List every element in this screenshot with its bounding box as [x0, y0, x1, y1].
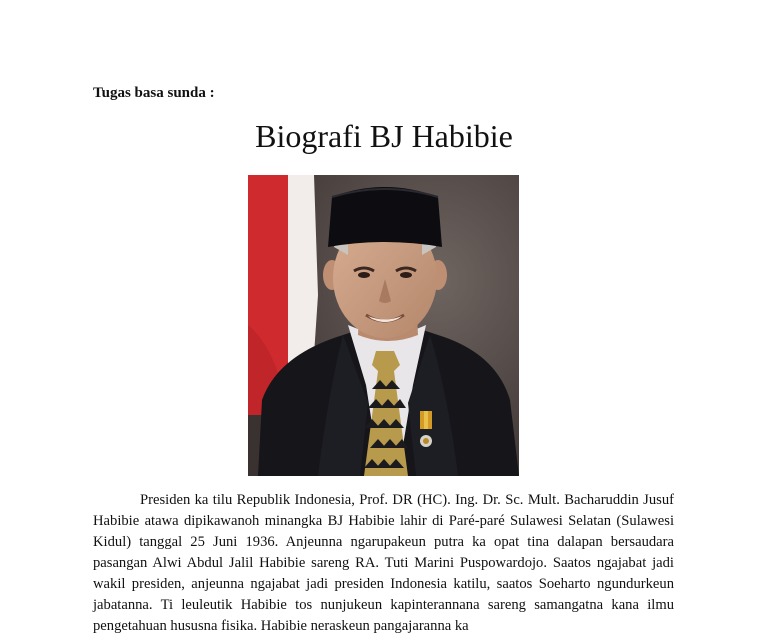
portrait-photo — [248, 175, 519, 476]
document-title: Biografi BJ Habibie — [255, 118, 513, 154]
biography-paragraph: Presiden ka tilu Republik Indonesia, Prof. DR (HC). Ing. Dr. Sc. Mult. Bacharuddin Jusuf Habibie atawa dipikawanoh minangka BJ Habibie lahir di Paré-paré Sulawesi Selatan (Sulawesi Kidul) tanggal 25 Juni 1936. Anjeunna ngarupakeun putra ka opat tina dalapan bersaudara pasangan Alwi Abdul Jalil Habibie sareng RA. Tuti Marini Puspowardojo. Saatos ngajabat jadi wakil presiden, anjeunna ngajabat jadi presiden Indonesia katilu, saatos Soeharto ngundurkeun jabatanna. Ti leuleutik Habibie tos nunjukeun kapinterannana sareng samangatna kana ilmu pengetahuan hususna fisika. Habibie neraskeun pangajaranna ka — [93, 492, 674, 634]
peci-cap — [328, 187, 442, 247]
assignment-label: Tugas basa sunda : — [93, 85, 215, 101]
